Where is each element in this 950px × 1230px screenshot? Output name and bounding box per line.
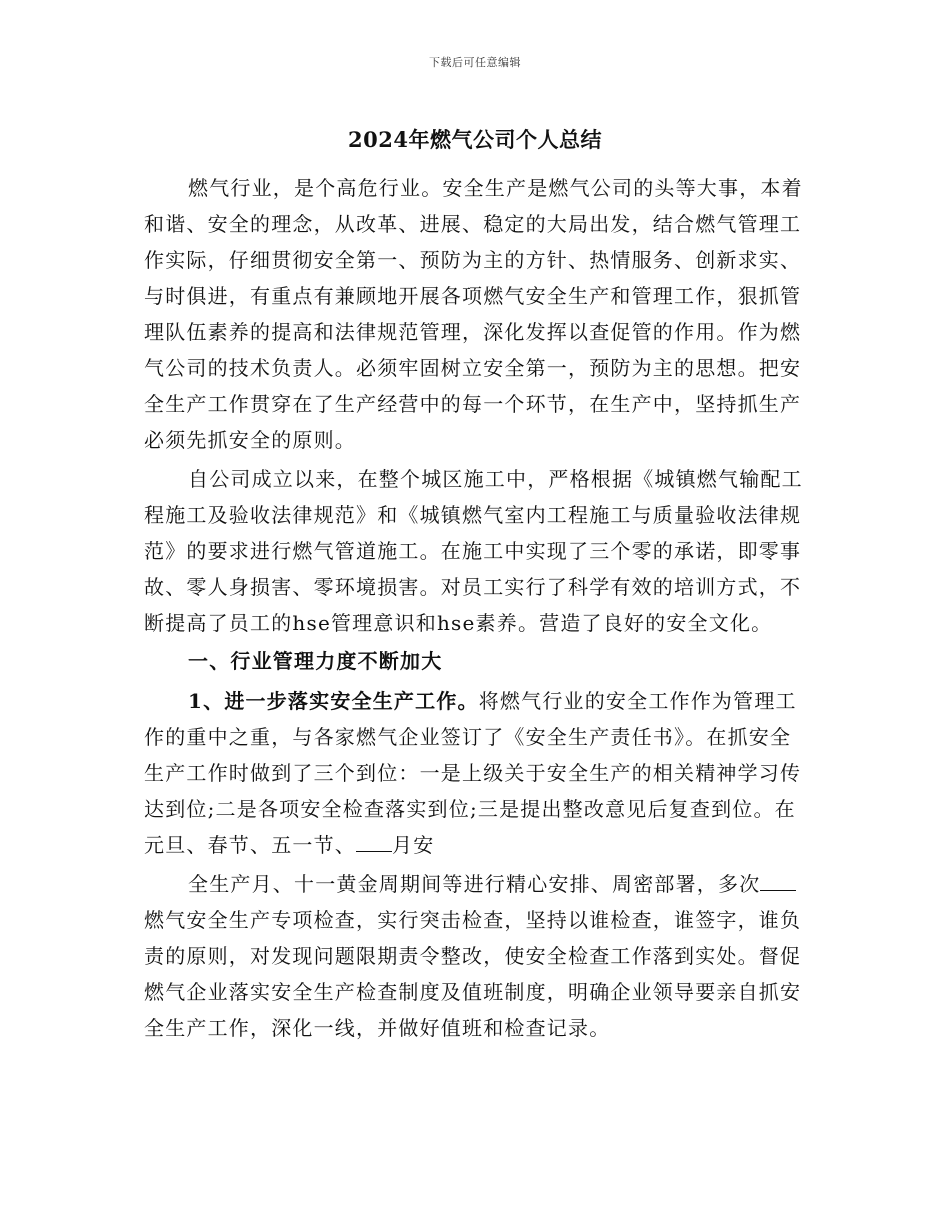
paragraph-safety-work [144,683,810,863]
paragraph-inspection [144,866,810,1046]
paragraph-text: 全生产月、十一黄金周期间等进行精心安排、周密部署，多次 [188,872,761,896]
document-body [144,170,810,1046]
paragraph-text-tail: 月安 [392,833,435,857]
paragraph-intro: 燃气行业，是个高危行业。安全生产是燃气公司的头等大事，本着和谐、安全的理念，从改革、进展、稳定的大局出发，结合燃气管理工作实际，仔细贯彻安全第一、预防为主的方针、热情服务、创新求实、与时俱进，有重点有兼顾地开展各项燃气安全生产和管理工作，狠抓管理队伍素养的提高和法律规范管理，深化发挥以查促管的作用。作为燃气公司的技术负责人。必须牢固树立安全第一，预防为主的思想。把安全生产工作贯穿在了生产经营中的每一个环节，在生产中，坚持抓生产必须先抓安全的原则。 [144,176,803,452]
fill-in-blank [356,833,392,852]
paragraph-lead-bold: 1、进一步落实安全生产工作。 [188,689,479,713]
fill-in-blank [760,872,796,891]
paragraph-text: 将燃气行业的安全工作作为管理工作的重中之重，与各家燃气企业签订了《安全生产责任书》。在抓安全生产工作时做到了三个到位：一是上级关于安全生产的相关精神学习传达到位;二是各项安全检查落实到位;三是提出整改意见后复查到位。在元旦、春节、五一节、 [144,689,802,857]
paragraph-text-tail: 燃气安全生产专项检查，实行突击检查，坚持以谁检查，谁签字，谁负责的原则，对发现问题限期责令整改，使安全检查工作落到实处。督促燃气企业落实安全生产检查制度及值班制度，明确企业领导要亲自抓安全生产工作，深化一线，并做好值班和检查记录。 [144,908,802,1040]
paragraph-company-construction: 自公司成立以来，在整个城区施工中，严格根据《城镇燃气输配工程施工及验收法律规范》和《城镇燃气室内工程施工与质量验收法律规范》的要求进行燃气管道施工。在施工中实现了三个零的承诺，即零事故、零人身损害、零环境损害。对员工实行了科学有效的培训方式，不断提高了员工的hse管理意识和hse素养。营造了良好的安全文化。 [144,467,803,635]
section-heading-1: 一、行业管理力度不断加大 [188,649,443,673]
header-note: 下载后可任意编辑 [429,56,521,69]
document-title: 2024年燃气公司个人总结 [348,127,602,152]
